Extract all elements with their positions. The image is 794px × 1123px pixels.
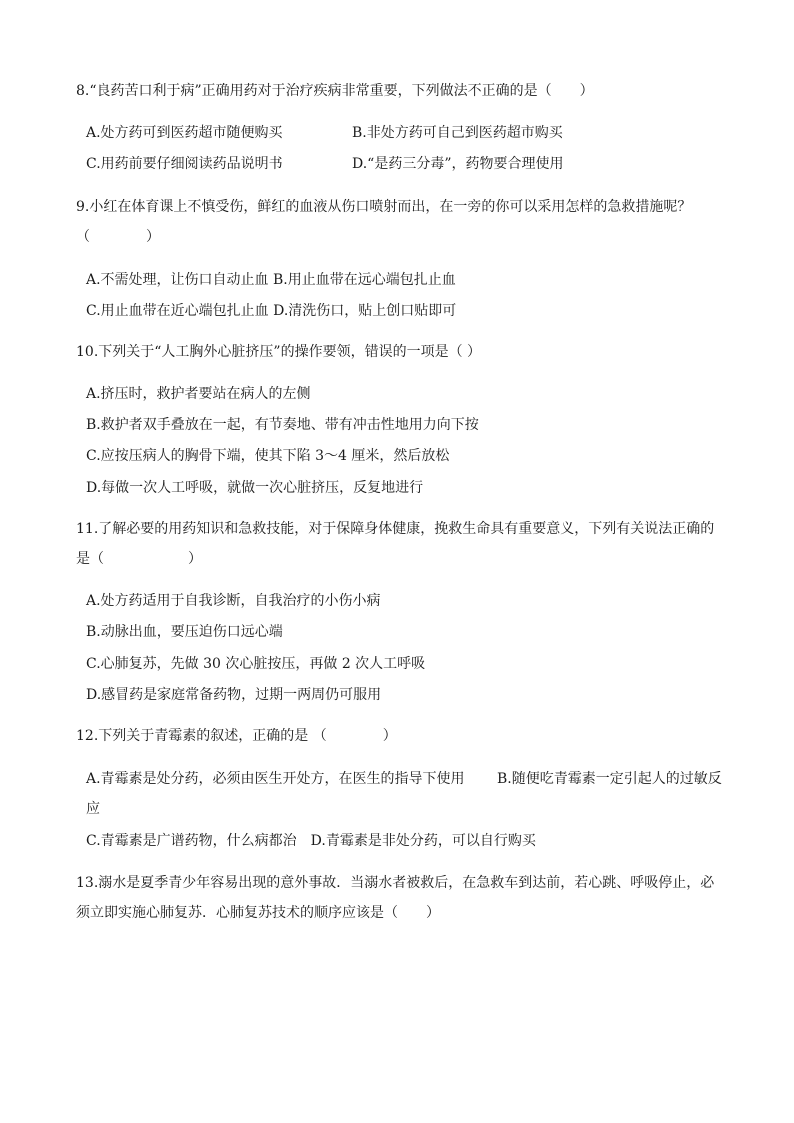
question-8-stem: 8.“良药苦口利于病”正确用药对于治疗疾病非常重要，下列做法不正确的是（ ）	[76, 83, 594, 99]
question-12-options-ab: A.青霉素是处分药，必须由医生开处方，在医生的指导下使用 B.随便吃青霉素一定引起人的过敏反	[86, 771, 722, 787]
question-11-option-c: C.心肺复苏，先做 30 次心脏按压，再做 2 次人工呼吸	[86, 656, 426, 672]
question-12-option-b-cont: 应	[86, 801, 100, 817]
question-11-option-a: A.处方药适用于自我诊断，自我治疗的小伤小病	[86, 593, 381, 609]
question-9-stem-cont: （ ）	[76, 229, 160, 245]
question-9-options-cd: C.用止血带在近心端包扎止血 D.清洗伤口，贴上创口贴即可	[86, 303, 457, 319]
question-8-option-b: B.非处方药可自己到医药超市购买	[352, 125, 563, 141]
question-11-stem-cont: 是（ ）	[76, 551, 202, 567]
question-8-option-a: A.处方药可到医药超市随便购买	[86, 125, 283, 141]
question-13-stem-cont: 须立即实施心肺复苏．心肺复苏技术的顺序应该是（ ）	[76, 905, 440, 921]
question-10-stem: 10.下列关于“人工胸外心脏挤压”的操作要领，错误的一项是（ ）	[76, 344, 482, 360]
question-8-option-c: C.用药前要仔细阅读药品说明书	[86, 156, 283, 172]
question-10-option-d: D.每做一次人工呼吸，就做一次心脏挤压，反复地进行	[86, 480, 424, 496]
question-11-option-d: D.感冒药是家庭常备药物，过期一两周仍可服用	[86, 687, 382, 703]
question-10-option-c: C.应按压病人的胸骨下端，使其下陷 3～4 厘米，然后放松	[86, 448, 450, 464]
question-11-option-b: B.动脉出血，要压迫伤口远心端	[86, 624, 283, 640]
question-10-option-a: A.挤压时，救护者要站在病人的左侧	[86, 386, 311, 402]
question-11-stem: 11.了解必要的用药知识和急救技能，对于保障身体健康，挽救生命具有重要意义，下列有关说法正确的	[76, 521, 715, 537]
question-9-stem: 9.小红在体育课上不慎受伤，鲜红的血液从伤口喷射而出，在一旁的你可以采用怎样的急救措施呢？	[76, 199, 692, 215]
question-12-stem: 12.下列关于青霉素的叙述，正确的是 （ ）	[76, 728, 397, 744]
question-10-option-b: B.救护者双手叠放在一起，有节奏地、带有冲击性地用力向下按	[86, 417, 479, 433]
question-8-option-d: D.“是药三分毒”，药物要合理使用	[352, 156, 564, 172]
question-9-options-ab: A.不需处理，让伤口自动止血 B.用止血带在远心端包扎止血	[86, 272, 456, 288]
question-13-stem: 13.溺水是夏季青少年容易出现的意外事故．当溺水者被救后，在急救车到达前，若心跳、呼吸停止，必	[76, 875, 715, 891]
question-12-options-cd: C.青霉素是广谱药物，什么病都治 D.青霉素是非处分药，可以自行购买	[86, 833, 536, 849]
